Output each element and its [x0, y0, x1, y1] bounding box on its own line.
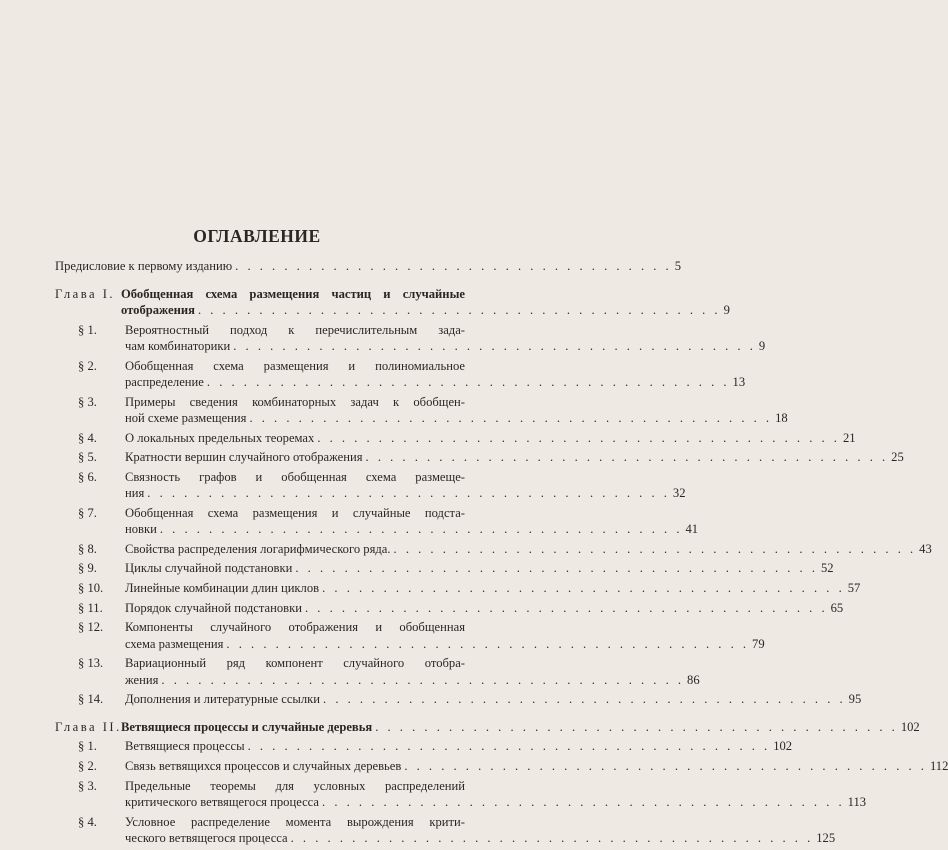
table-of-contents: [55, 258, 948, 850]
toc-entry-title: Примеры сведения комбинаторных задач к обобщен-: [125, 394, 465, 409]
leader-dots: . . . . . . . . . . . . . . . . . . . . . . . . . . . . . . . . . . . . . . . . . . .: [375, 719, 898, 734]
toc-entry-body: [125, 430, 856, 446]
toc-entry-title: Связь ветвящихся процессов и случайных деревьев: [125, 758, 402, 773]
toc-entry-title: Предисловие к первому изданию: [55, 259, 233, 273]
toc-page-number: 79: [752, 636, 765, 651]
toc-entry-title: Обобщенная схема размещения частиц и случайные: [121, 286, 465, 301]
section-mark: § 3.: [78, 394, 97, 409]
toc-entry-body: [125, 814, 836, 847]
toc-entry-title: О локальных предельных теоремах: [125, 430, 315, 445]
toc-entry-title: Ветвящиеся процессы: [125, 739, 245, 754]
section-mark: § 2.: [78, 358, 97, 373]
toc-entry-body: [125, 469, 686, 502]
toc-section-1-14[interactable]: [55, 691, 862, 707]
toc-page-number: 5: [674, 259, 681, 273]
spacer: [55, 711, 465, 719]
toc-page-number: 112: [929, 758, 948, 773]
toc-entry-line: [125, 394, 465, 410]
toc-entry-line: [121, 286, 465, 302]
toc-entry-line: [125, 778, 465, 794]
toc-entry-body: [125, 394, 788, 427]
toc-entry-title: Связность графов и обобщенная схема размеще-: [125, 469, 465, 484]
toc-page-number: 113: [847, 794, 867, 809]
section-mark: § 5.: [78, 450, 97, 465]
toc-entry-line: [125, 521, 699, 537]
toc-entry-line: [125, 485, 686, 501]
toc-entry-line: [125, 691, 862, 707]
toc-entry-line: [125, 469, 465, 485]
toc-entry-body: [121, 719, 920, 735]
toc-page-number: 52: [821, 561, 834, 576]
leader-dots: . . . . . . . . . . . . . . . . . . . . . . . . . . . . . . . . . . . . . . . . . . .: [322, 580, 845, 595]
leader-dots: . . . . . . . . . . . . . . . . . . . . . . . . . . . . . . . . . . . .: [235, 259, 672, 273]
toc-heading: ОГЛАВЛЕНИЕ: [193, 226, 321, 246]
leader-dots: . . . . . . . . . . . . . . . . . . . . . . . . . . . . . . . . . . . . . . . . . . .: [404, 758, 927, 773]
toc-entry-title: ческого ветвящегося процесса: [125, 830, 288, 845]
leader-dots: . . . . . . . . . . . . . . . . . . . . . . . . . . . . . . . . . . . . . . . . . . .: [304, 600, 828, 615]
toc-page-number: 41: [685, 522, 699, 537]
toc-entry-line: [125, 672, 700, 688]
toc-entry-line: [125, 830, 836, 846]
toc-entry-preface[interactable]: [55, 258, 681, 274]
toc-page-number: 125: [816, 830, 836, 845]
toc-section-2-1[interactable]: [55, 738, 793, 754]
toc-entry-line: [125, 410, 788, 426]
toc-entry-body: [125, 358, 746, 391]
toc-section-1-4[interactable]: [55, 430, 856, 446]
chapter-label: Глава I.: [55, 286, 116, 301]
section-mark: § 3.: [78, 778, 97, 793]
toc-section-1-12[interactable]: [55, 619, 765, 652]
toc-entry-title: Вариационный ряд компонент случайного отобра-: [125, 656, 465, 671]
toc-entry-title: Предельные теоремы для условных распределений: [125, 778, 465, 793]
toc-page-number: 86: [687, 672, 700, 687]
section-mark: § 6.: [78, 469, 97, 484]
toc-section-1-1[interactable]: [55, 322, 766, 355]
toc-entry-line: [121, 719, 920, 735]
leader-dots: . . . . . . . . . . . . . . . . . . . . . . . . . . . . . . . . . . . . . . . . . . .: [317, 430, 840, 445]
toc-entry-body: [125, 560, 834, 576]
toc-entry-title: Условное распределение момента вырождения крити-: [125, 814, 465, 829]
toc-page-number: 95: [848, 692, 862, 707]
toc-entry-title: Дополнения и литературные ссылки: [125, 692, 321, 707]
leader-dots: . . . . . . . . . . . . . . . . . . . . . . . . . . . . . . . . . . . . . . . . . . .: [159, 522, 683, 537]
toc-entry-title: схема размещения: [125, 636, 224, 651]
toc-entry-title: Обобщенная схема размещения и случайные подста-: [125, 505, 465, 520]
toc-section-1-2[interactable]: [55, 358, 746, 391]
toc-section-1-10[interactable]: [55, 580, 861, 596]
section-mark: § 4.: [78, 814, 97, 829]
toc-entry-line: [125, 338, 766, 354]
toc-entry-line: [125, 600, 844, 616]
leader-dots: . . . . . . . . . . . . . . . . . . . . . . . . . . . . . . . . . . . . . . . . . . .: [322, 794, 845, 809]
toc-entry-title: Свойства распределения логарифмического ряда.: [125, 541, 391, 556]
toc-entry-title: Порядок случайной подстановки: [125, 600, 302, 615]
toc-entry-line: [125, 758, 948, 774]
toc-entry-line: [125, 358, 465, 374]
leader-dots: . . . . . . . . . . . . . . . . . . . . . . . . . . . . . . . . . . . . . . . . . . .: [393, 541, 917, 556]
section-mark: § 8.: [78, 541, 97, 556]
toc-section-1-6[interactable]: [55, 469, 686, 502]
toc-section-1-11[interactable]: [55, 600, 844, 616]
toc-entry-body: [125, 778, 867, 811]
toc-entry-body: [125, 580, 861, 596]
leader-dots: . . . . . . . . . . . . . . . . . . . . . . . . . . . . . . . . . . . . . . . . . . .: [365, 450, 889, 465]
section-mark: § 1.: [78, 322, 97, 337]
toc-entry-body: [125, 619, 765, 652]
toc-entry-title: Обобщенная схема размещения и полиномиальное: [125, 358, 465, 373]
toc-entry-line: [125, 505, 465, 521]
toc-entry-line: [125, 374, 746, 390]
leader-dots: . . . . . . . . . . . . . . . . . . . . . . . . . . . . . . . . . . . . . . . . . . .: [226, 636, 750, 651]
section-mark: § 10.: [78, 580, 104, 595]
toc-page-number: 18: [775, 411, 788, 425]
toc-entry-line: [125, 322, 465, 338]
toc-entry-line: [125, 794, 867, 810]
toc-section-2-4[interactable]: [55, 814, 836, 847]
section-mark: § 9.: [78, 561, 97, 576]
toc-entry-line: [125, 738, 793, 754]
toc-section-1-13[interactable]: [55, 655, 700, 688]
leader-dots: . . . . . . . . . . . . . . . . . . . . . . . . . . . . . . . . . . . . . . . . . . .: [206, 375, 730, 389]
toc-entry-title: Циклы случайной подстановки: [125, 561, 293, 576]
toc-chapter-1[interactable]: [55, 286, 730, 319]
leader-dots: . . . . . . . . . . . . . . . . . . . . . . . . . . . . . . . . . . . . . . . . . . .: [233, 339, 756, 353]
toc-chapter-2[interactable]: [55, 719, 920, 735]
toc-entry-body: [125, 738, 793, 754]
toc-page-number: 102: [773, 739, 793, 754]
leader-dots: . . . . . . . . . . . . . . . . . . . . . . . . . . . . . . . . . . . . . . . . . . .: [197, 303, 721, 317]
toc-entry-title: Кратности вершин случайного отображения: [125, 450, 363, 465]
section-mark: § 11.: [78, 600, 103, 615]
toc-entry-body: [121, 286, 730, 319]
toc-page-number: 9: [723, 303, 730, 317]
toc-entry-line: [125, 655, 465, 671]
toc-entry-title: распределение: [125, 375, 204, 389]
toc-section-2-2[interactable]: [55, 758, 948, 774]
toc-entry-line: [125, 636, 765, 652]
toc-page-number: 13: [732, 375, 746, 389]
toc-entry-line: [121, 302, 730, 318]
leader-dots: . . . . . . . . . . . . . . . . . . . . . . . . . . . . . . . . . . . . . . . . . . .: [147, 486, 670, 501]
section-mark: § 2.: [78, 758, 97, 773]
toc-entry-body: [125, 600, 844, 616]
section-mark: § 13.: [78, 656, 104, 671]
toc-entry-body: [125, 322, 766, 355]
toc-section-1-3[interactable]: [55, 394, 788, 427]
toc-page-number: 43: [919, 541, 932, 556]
section-mark: § 12.: [78, 620, 104, 635]
leader-dots: . . . . . . . . . . . . . . . . . . . . . . . . . . . . . . . . . . . . . . . . . . .: [290, 830, 814, 845]
leader-dots: . . . . . . . . . . . . . . . . . . . . . . . . . . . . . . . . . . . . . . . . . . .: [161, 672, 685, 687]
toc-entry-title: Ветвящиеся процессы и случайные деревья: [121, 719, 373, 734]
toc-page-number: 32: [672, 486, 686, 501]
toc-entry-line: [125, 430, 856, 446]
toc-entry-line: [125, 449, 904, 465]
toc-section-1-5[interactable]: [55, 449, 904, 465]
toc-entry-title: ной схеме размещения: [125, 411, 247, 425]
toc-entry-title: новки: [125, 522, 157, 537]
toc-section-1-9[interactable]: [55, 560, 834, 576]
section-mark: § 1.: [78, 739, 97, 754]
toc-entry-title: чам комбинаторики: [125, 339, 231, 353]
toc-entry-title: Линейные комбинации длин циклов: [125, 580, 320, 595]
toc-entry-title: отображения: [121, 303, 195, 317]
toc-entry-title: ния: [125, 486, 145, 501]
leader-dots: . . . . . . . . . . . . . . . . . . . . . . . . . . . . . . . . . . . . . . . . . . .: [323, 692, 846, 707]
section-mark: § 14.: [78, 692, 104, 707]
toc-entry-line: [125, 814, 465, 830]
toc-section-1-8[interactable]: [55, 541, 932, 557]
toc-page-number: 65: [830, 600, 844, 615]
leader-dots: . . . . . . . . . . . . . . . . . . . . . . . . . . . . . . . . . . . . . . . . . . .: [247, 739, 771, 754]
toc-entry-line: [125, 541, 932, 557]
chapter-label: Глава II.: [55, 719, 122, 734]
toc-entry-line: [125, 580, 861, 596]
leader-dots: . . . . . . . . . . . . . . . . . . . . . . . . . . . . . . . . . . . . . . . . . . .: [295, 561, 818, 576]
spacer: [55, 278, 465, 286]
toc-entry-body: [125, 449, 904, 465]
toc-entry-title: Вероятностный подход к перечислительным зада-: [125, 322, 465, 337]
toc-entry-line: [125, 560, 834, 576]
toc-entry-title: жения: [125, 672, 159, 687]
toc-page-number: 21: [842, 430, 856, 445]
toc-entry-body: [125, 505, 699, 538]
toc-page-number: 9: [758, 339, 766, 353]
toc-page-number: 102: [900, 719, 920, 734]
leader-dots: . . . . . . . . . . . . . . . . . . . . . . . . . . . . . . . . . . . . . . . . . . .: [249, 411, 773, 425]
toc-entry-title: критического ветвящегося процесса: [125, 794, 320, 809]
toc-page-number: 25: [891, 450, 904, 465]
toc-entry-body: [125, 655, 700, 688]
toc-section-1-7[interactable]: [55, 505, 699, 538]
section-mark: § 7.: [78, 505, 97, 520]
toc-entry-line: [125, 619, 465, 635]
toc-entry-body: [125, 691, 862, 707]
toc-entry-body: [125, 758, 948, 774]
toc-entry-title: Компоненты случайного отображения и обобщенная: [125, 620, 465, 635]
toc-section-2-3[interactable]: [55, 778, 867, 811]
section-mark: § 4.: [78, 430, 97, 445]
toc-entry-body: [125, 541, 932, 557]
toc-page-number: 57: [847, 580, 861, 595]
